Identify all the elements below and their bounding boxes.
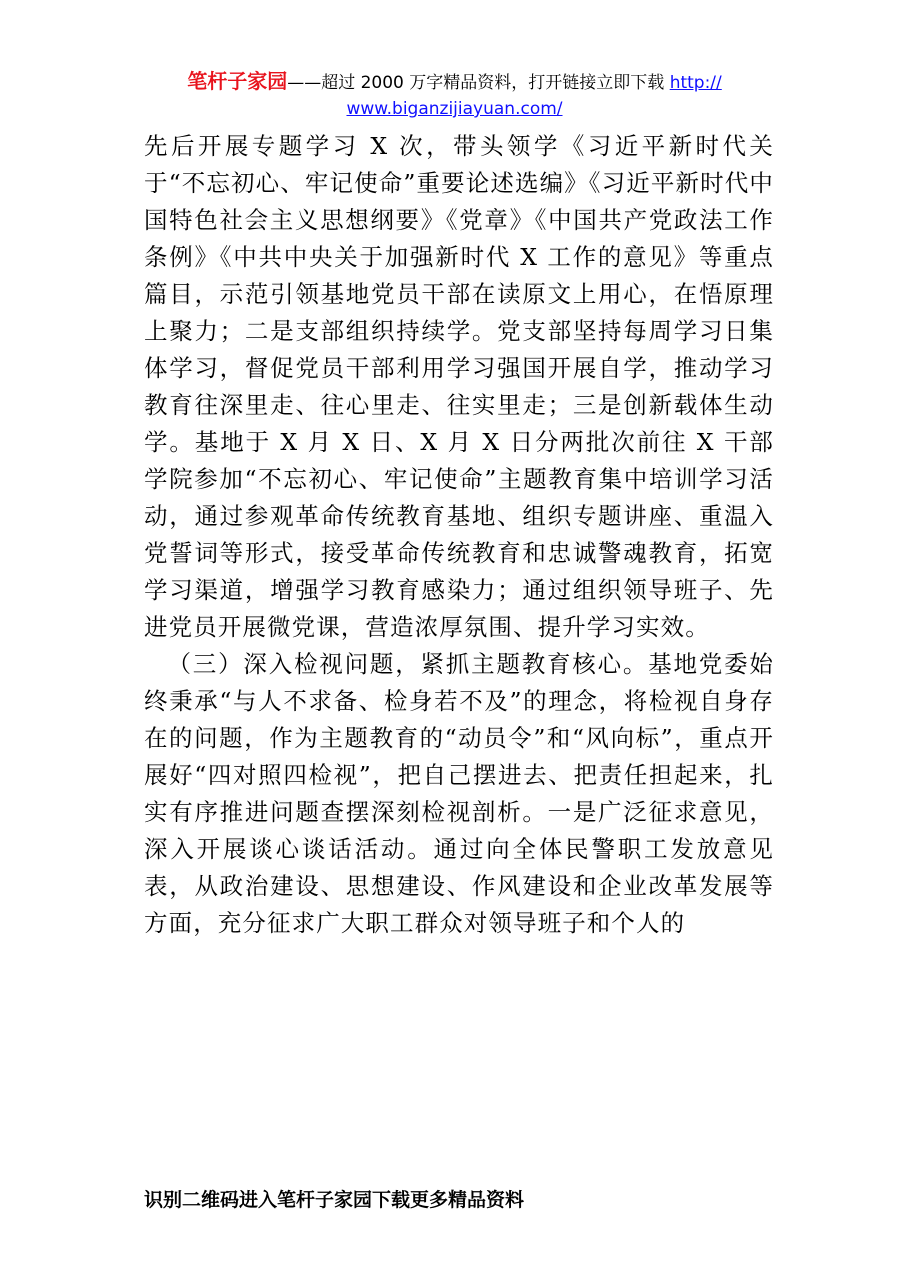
brand-name: 笔杆子家园 xyxy=(187,69,288,93)
paragraph: （三）深入检视问题，紧抓主题教育核心。基地党委始终秉承“与人不求备、检身若不及”的理念，将检视自身存在的问题，作为主题教育的“动员令”和“风向标”，重点开展好“四对照四检视”，把自己摆进去、把责任担起来，扎实有序推进问题查摆深刻检视剖析。一是广泛征求意见，深入开展谈心谈话活动。通过向全体民警职工发放意见表，从政治建设、思想建设、作风建设和企业改革发展等方面，充分征求广大职工群众对领导班子和个人的 xyxy=(144,650,774,937)
download-link-part1[interactable]: http:// xyxy=(669,73,722,93)
paragraph: 先后开展专题学习 X 次，带头领学《习近平新时代关于“不忘初心、牢记使命”重要论述选编》《习近平新时代中国特色社会主义思想纲要》《党章》《中国共产党政法工作条例》《中共中央关于加强新时代 X 工作的意见》等重点篇目，示范引领基地党员干部在读原文上用心，在悟原理上聚力；二是支部组织持续学。党支部坚持每周学习日集体学习，督促党员干部利用学习强国开展自学，推动学习教育往深里走、往心里走、往实里走；三是创新载体生动学。基地于 X 月 X 日、X 月 X 日分两批次前往 X 干部学院参加“不忘初心、牢记使命”主题教育集中培训学习活动，通过参观革命传统教育基地、组织专题讲座、重温入党誓词等形式，接受革命传统教育和忠诚警魂教育，拓宽学习渠道，增强学习教育感染力；通过组织领导班子、先进党员开展微党课，营造浓厚氛围、提升学习实效。 xyxy=(144,132,774,641)
download-link-part2[interactable]: www.biganzijiayuan.com/ xyxy=(346,99,563,119)
page-header xyxy=(0,68,909,122)
header-tagline: ——超过 2000 万字精品资料，打开链接立即下载 xyxy=(287,73,670,93)
document-body xyxy=(144,128,774,942)
page-footer: 识别二维码进入笔杆子家园下载更多精品资料 xyxy=(144,1189,525,1211)
